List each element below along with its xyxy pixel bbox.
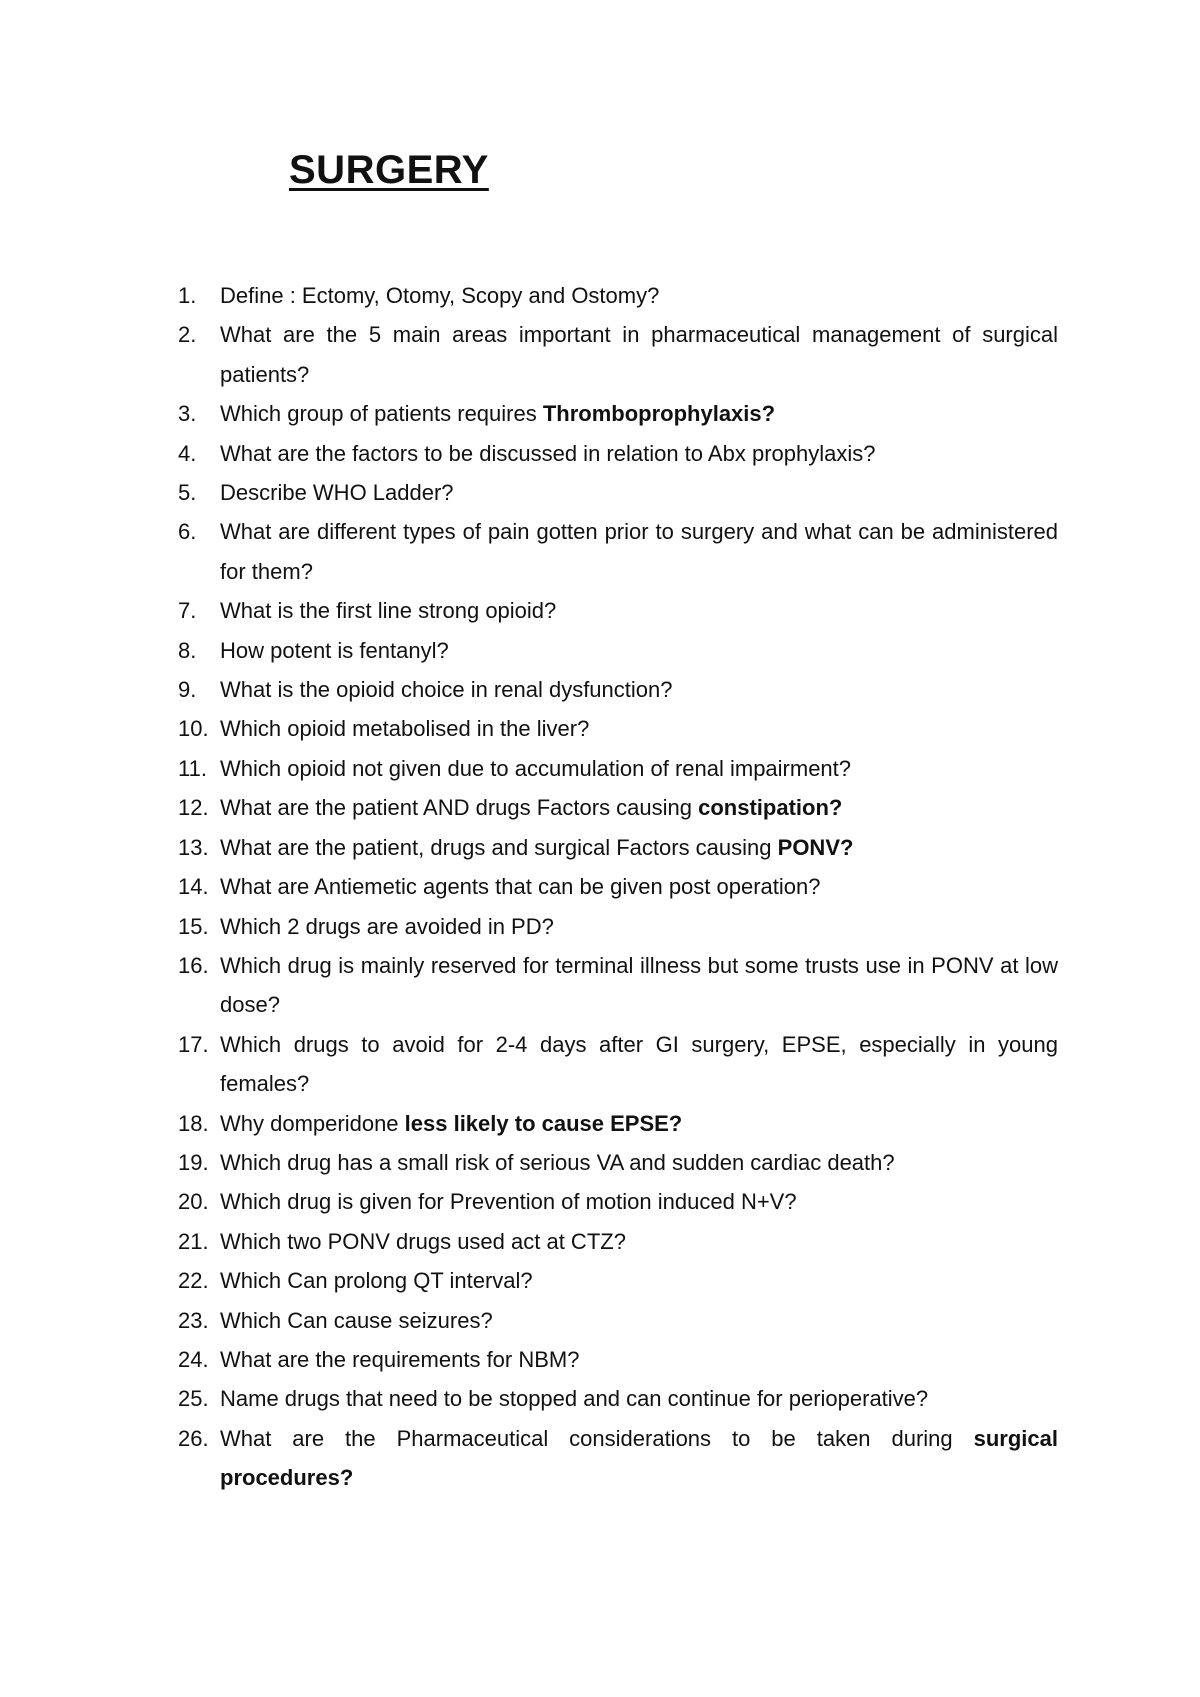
question-number: 26. xyxy=(178,1425,209,1451)
question-text xyxy=(220,670,1058,709)
question-text xyxy=(220,1340,1058,1379)
question-item xyxy=(178,709,1058,748)
question-text-segment: What is the first line strong opioid? xyxy=(220,598,557,624)
question-text-segment: What are the 5 main areas important in pharmaceutical management of surgical patients? xyxy=(220,322,1058,387)
question-text xyxy=(220,1104,1058,1143)
question-number: 3. xyxy=(178,401,197,427)
question-number: 11. xyxy=(178,755,207,781)
question-text-bold: Thromboprophylaxis? xyxy=(542,401,776,427)
question-number: 2. xyxy=(178,322,197,348)
question-item xyxy=(178,828,1058,867)
question-item xyxy=(178,315,1058,394)
question-item xyxy=(178,434,1058,473)
question-number: 24. xyxy=(178,1346,209,1372)
question-text xyxy=(220,512,1058,591)
question-item xyxy=(178,1222,1058,1261)
question-text xyxy=(220,907,1058,946)
question-text xyxy=(220,1143,1058,1182)
question-text-segment: Describe WHO Ladder? xyxy=(220,480,454,506)
question-item xyxy=(178,1340,1058,1379)
question-item xyxy=(178,1419,1058,1498)
question-number: 19. xyxy=(178,1149,209,1175)
question-text-segment: What are the requirements for NBM? xyxy=(220,1346,580,1372)
question-text xyxy=(220,1222,1058,1261)
question-text xyxy=(220,1379,1058,1418)
question-text xyxy=(220,1419,1058,1498)
question-text-segment: What are different types of pain gotten prior to surgery and what can be administered for them? xyxy=(220,519,1058,584)
question-text xyxy=(220,1025,1058,1104)
question-text xyxy=(220,828,1058,867)
question-item xyxy=(178,631,1058,670)
question-number: 10. xyxy=(178,716,209,742)
question-text xyxy=(220,867,1058,906)
question-item xyxy=(178,1143,1058,1182)
question-text-segment: Which drug has a small risk of serious VA and sudden cardiac death? xyxy=(220,1149,895,1175)
question-text-segment: Name drugs that need to be stopped and can continue for perioperative? xyxy=(220,1386,929,1412)
question-item xyxy=(178,1104,1058,1143)
question-text xyxy=(220,473,1058,512)
question-text xyxy=(220,276,1058,315)
question-number: 14. xyxy=(178,874,209,900)
question-item xyxy=(178,512,1058,591)
question-number: 9. xyxy=(178,677,197,703)
question-text-segment: Which drugs to avoid for 2-4 days after GI surgery, EPSE, especially in young females? xyxy=(220,1031,1058,1097)
question-text xyxy=(220,1182,1058,1221)
question-number: 1. xyxy=(178,283,197,308)
question-text xyxy=(220,631,1058,670)
question-text-segment: What are the patient AND drugs Factors causing xyxy=(220,795,699,821)
question-number: 8. xyxy=(178,637,197,663)
question-text xyxy=(220,1301,1058,1340)
question-number: 15. xyxy=(178,913,209,939)
question-list xyxy=(178,276,1058,1498)
question-text xyxy=(220,946,1058,1025)
question-text-segment: What are the factors to be discussed in relation to Abx prophylaxis? xyxy=(220,440,876,466)
question-item xyxy=(178,1379,1058,1418)
question-text-segment: What are the Pharmaceutical considerations to be taken during xyxy=(220,1425,974,1451)
question-text xyxy=(220,709,1058,748)
question-item xyxy=(178,867,1058,906)
question-item xyxy=(178,946,1058,1025)
question-number: 21. xyxy=(178,1228,209,1254)
question-number: 23. xyxy=(178,1307,209,1333)
question-text-segment: Which 2 drugs are avoided in PD? xyxy=(220,913,554,939)
question-number: 5. xyxy=(178,480,197,506)
question-text xyxy=(220,315,1058,394)
question-number: 17. xyxy=(178,1031,209,1057)
question-item xyxy=(178,670,1058,709)
question-text-segment: Which opioid metabolised in the liver? xyxy=(220,716,590,742)
question-text-segment: Which Can cause seizures? xyxy=(220,1307,493,1333)
question-number: 16. xyxy=(178,952,209,978)
question-item xyxy=(178,394,1058,433)
question-item xyxy=(178,591,1058,630)
question-text-segment: What are Antiemetic agents that can be given post operation? xyxy=(220,874,821,900)
question-text-segment: What are the patient, drugs and surgical Factors causing xyxy=(220,834,778,860)
question-text-segment: What is the opioid choice in renal dysfunction? xyxy=(220,677,673,703)
question-number: 6. xyxy=(178,519,197,545)
question-item xyxy=(178,1301,1058,1340)
page-title: SURGERY xyxy=(289,148,489,192)
question-item xyxy=(178,473,1058,512)
question-number: 18. xyxy=(178,1110,209,1136)
question-number: 20. xyxy=(178,1189,209,1215)
question-number: 13. xyxy=(178,834,209,860)
question-number: 25. xyxy=(178,1386,209,1412)
question-text-bold: constipation? xyxy=(698,795,843,821)
question-text xyxy=(220,591,1058,630)
question-text-bold: PONV? xyxy=(777,834,854,860)
question-item xyxy=(178,276,1058,315)
question-text-segment: Which group of patients requires xyxy=(220,401,543,427)
question-number: 22. xyxy=(178,1268,209,1294)
question-text-bold: surgical procedures? xyxy=(220,1425,1058,1491)
question-number: 4. xyxy=(178,440,197,466)
question-text-segment: How potent is fentanyl? xyxy=(220,637,449,663)
question-text-segment: Which two PONV drugs used act at CTZ? xyxy=(220,1228,626,1254)
question-number: 12. xyxy=(178,795,209,821)
question-text xyxy=(220,1261,1058,1300)
question-text xyxy=(220,394,1058,433)
question-text xyxy=(220,434,1058,473)
question-text-segment: Which drug is given for Prevention of motion induced N+V? xyxy=(220,1189,797,1215)
question-item xyxy=(178,788,1058,827)
question-item xyxy=(178,907,1058,946)
question-text-segment: Which drug is mainly reserved for terminal illness but some trusts use in PONV at low dose? xyxy=(220,952,1058,1018)
question-item xyxy=(178,1261,1058,1300)
question-number: 7. xyxy=(178,598,197,624)
question-text-segment: Which opioid not given due to accumulation of renal impairment? xyxy=(220,755,852,781)
question-text-segment: Which Can prolong QT interval? xyxy=(220,1268,533,1294)
question-text-segment: Define : Ectomy, Otomy, Scopy and Ostomy? xyxy=(220,283,660,308)
question-text xyxy=(220,749,1058,788)
question-text xyxy=(220,788,1058,827)
question-item xyxy=(178,1182,1058,1221)
question-item xyxy=(178,1025,1058,1104)
question-text-bold: less likely to cause EPSE? xyxy=(404,1110,683,1136)
question-text-segment: Why domperidone xyxy=(220,1110,405,1136)
question-item xyxy=(178,749,1058,788)
